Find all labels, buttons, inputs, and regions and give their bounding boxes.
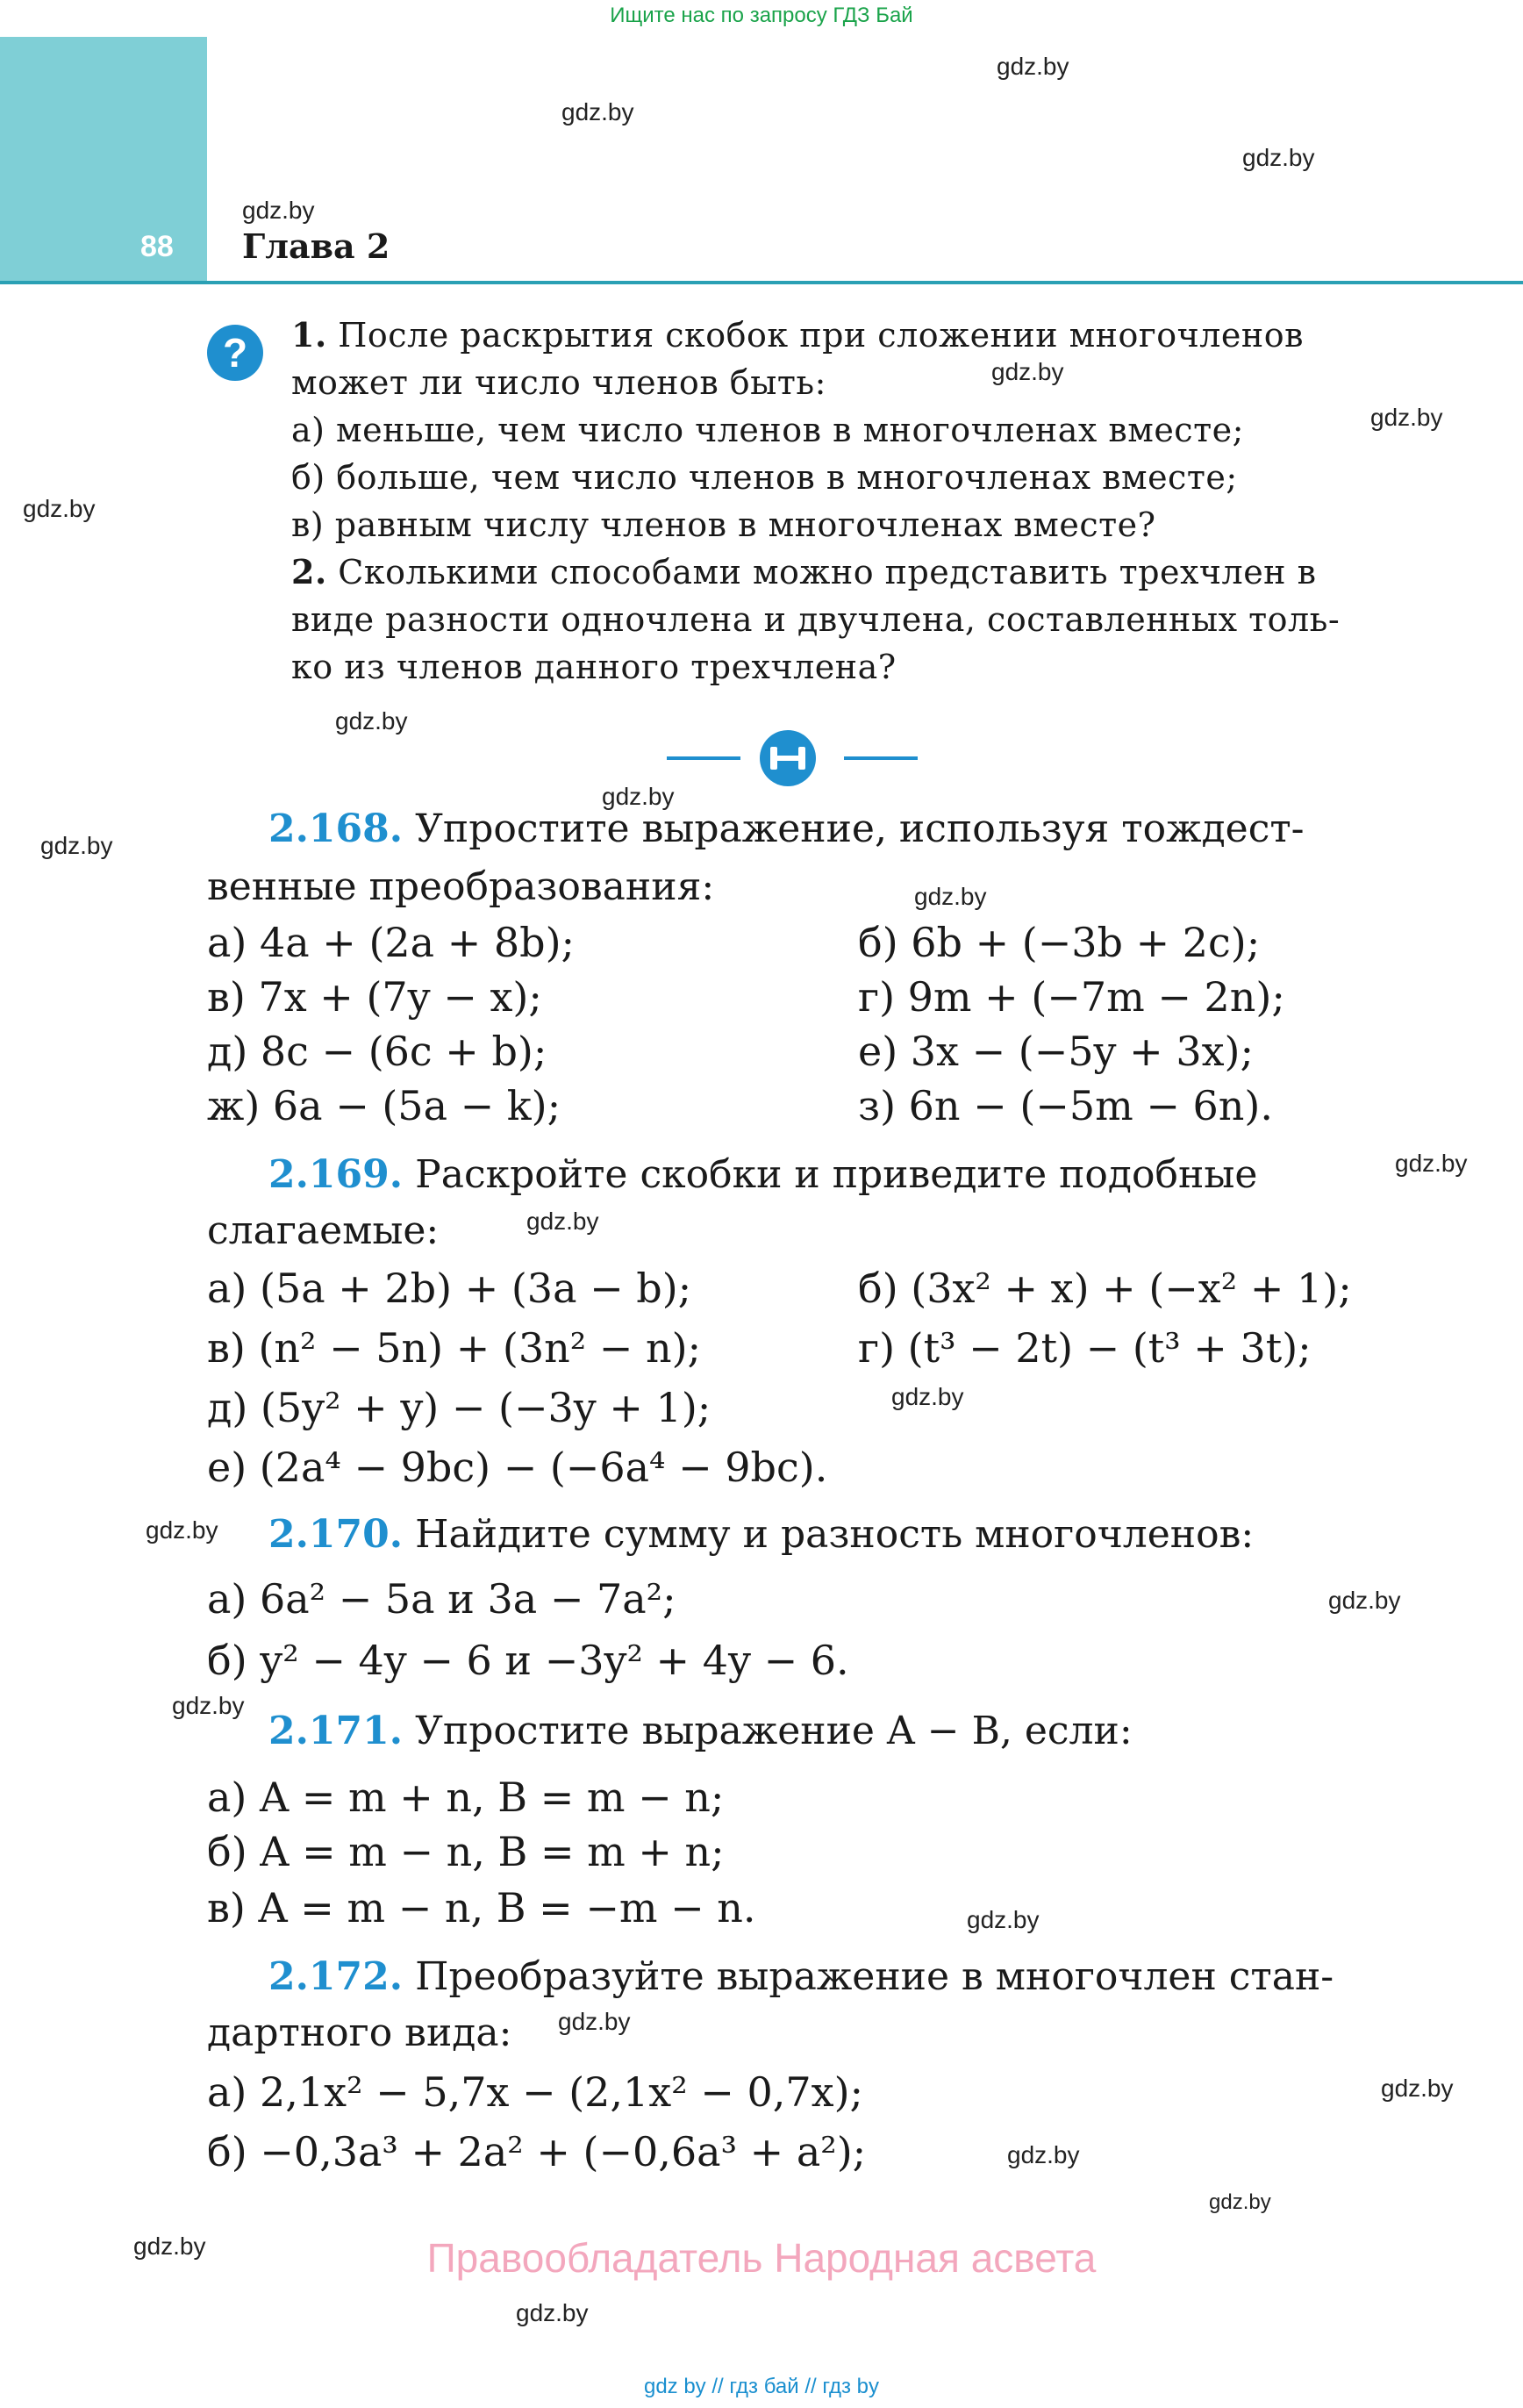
- exercise-item: д) 8c − (6c + b);: [207, 1028, 547, 1075]
- watermark: gdz.by: [242, 197, 315, 224]
- page-tab: [0, 37, 207, 283]
- exercise-item: з) 6n − (−5m − 6n).: [858, 1082, 1273, 1129]
- top-note[interactable]: Ищите нас по запросу ГДЗ Бай: [610, 4, 913, 27]
- watermark: gdz.by: [516, 2299, 589, 2326]
- exercise-item: ж) 6a − (5a − k);: [207, 1082, 561, 1129]
- watermark: gdz.by: [991, 358, 1064, 385]
- exercise-2-168-title: 2.168. Упростите выражение, используя тождест-: [268, 806, 1305, 851]
- watermark: gdz.by: [914, 883, 987, 910]
- question-line: б) больше, чем число членов в многочленах вместе;: [291, 458, 1238, 497]
- exercise-item: в) (n² − 5n) + (3n² − n);: [207, 1324, 702, 1372]
- watermark: gdz.by: [1370, 404, 1443, 431]
- exercise-item: г) 9m + (−7m − 2n);: [858, 973, 1285, 1021]
- exercise-item: б) −0,3a³ + 2a² + (−0,6a³ + a²);: [207, 2128, 867, 2175]
- exercise-item: в) A = m − n, B = −m − n.: [207, 1884, 756, 1931]
- watermark: gdz.by: [891, 1383, 964, 1410]
- exercise-item: а) 4a + (2a + 8b);: [207, 919, 576, 966]
- watermark: gdz.by: [335, 707, 408, 735]
- watermark: gdz.by: [561, 98, 634, 125]
- watermark: gdz.by: [172, 1692, 245, 1719]
- exercise-separator: [667, 730, 918, 786]
- question-line: а) меньше, чем число членов в многочленах вместе;: [291, 411, 1244, 449]
- exercise-2-171-title: 2.171. Упростите выражение A − B, если:: [268, 1709, 1133, 1753]
- exercise-2-169-title-cont: слагаемые:: [207, 1208, 440, 1253]
- question-line: может ли число членов быть:: [291, 363, 826, 402]
- watermark: gdz.by: [40, 832, 113, 859]
- exercise-2-172-title: 2.172. Преобразуйте выражение в многочлен стан-: [268, 1954, 1334, 1999]
- question-line: виде разности одночлена и двучлена, составленных толь-: [291, 600, 1341, 639]
- exercise-2-170-title: 2.170. Найдите сумму и разность многочленов:: [268, 1512, 1255, 1557]
- exercise-item: в) 7x + (7y − x);: [207, 973, 542, 1021]
- watermark: gdz.by: [1242, 144, 1315, 171]
- watermark: gdz.by: [146, 1516, 218, 1544]
- dumbbell-icon: [760, 730, 816, 786]
- exercise-item: а) 6a² − 5a и 3a − 7a²;: [207, 1575, 676, 1623]
- copyright-footer: Правообладатель Народная асвета: [426, 2235, 1097, 2281]
- question-icon: ?: [207, 325, 263, 381]
- watermark: gdz.by: [526, 1208, 599, 1235]
- exercise-item: б) y² − 4y − 6 и −3y² + 4y − 6.: [207, 1637, 849, 1684]
- watermark: gdz.by: [558, 2008, 631, 2035]
- header-rule: [0, 281, 1523, 284]
- exercise-2-172-title-cont: дартного вида:: [207, 2010, 512, 2055]
- exercise-item: б) 6b + (−3b + 2c);: [858, 919, 1261, 966]
- exercise-item: б) (3x² + x) + (−x² + 1);: [858, 1265, 1352, 1312]
- exercise-2-169-title: 2.169. Раскройте скобки и приведите подобные: [268, 1152, 1258, 1197]
- exercise-item: а) (5a + 2b) + (3a − b);: [207, 1265, 692, 1312]
- watermark: gdz.by: [1209, 2190, 1271, 2214]
- exercise-2-168-title-cont: венные преобразования:: [207, 864, 715, 909]
- question-line: 2. Сколькими способами можно представить трехчлен в: [291, 552, 1317, 591]
- watermark: gdz.by: [1328, 1587, 1401, 1614]
- exercise-item: а) 2,1x² − 5,7x − (2,1x² − 0,7x);: [207, 2068, 864, 2116]
- watermark: gdz.by: [1007, 2141, 1080, 2168]
- bottom-links[interactable]: gdz by // гдз бай // гдз by: [643, 2375, 880, 2398]
- watermark: gdz.by: [602, 783, 675, 810]
- watermark: gdz.by: [23, 495, 96, 522]
- exercise-item: б) A = m − n, B = m + n;: [207, 1828, 725, 1875]
- watermark: gdz.by: [997, 53, 1069, 80]
- exercise-item: г) (t³ − 2t) − (t³ + 3t);: [858, 1324, 1312, 1372]
- exercise-item: е) 3x − (−5y + 3x);: [858, 1028, 1254, 1075]
- exercise-item: е) (2a⁴ − 9bc) − (−6a⁴ − 9bc).: [207, 1444, 828, 1491]
- question-line: в) равным числу членов в многочленах вместе?: [291, 505, 1156, 544]
- question-line: 1. После раскрытия скобок при сложении многочленов: [291, 315, 1305, 355]
- watermark: gdz.by: [133, 2232, 206, 2260]
- watermark: gdz.by: [967, 1906, 1040, 1933]
- page-number: 88: [140, 230, 174, 263]
- watermark: gdz.by: [1381, 2075, 1454, 2102]
- watermark: gdz.by: [1395, 1150, 1468, 1177]
- chapter-title: Глава 2: [242, 226, 390, 266]
- exercise-item: а) A = m + n, B = m − n;: [207, 1774, 725, 1821]
- exercise-item: д) (5y² + y) − (−3y + 1);: [207, 1384, 711, 1431]
- question-line: ко из членов данного трехчлена?: [291, 648, 897, 686]
